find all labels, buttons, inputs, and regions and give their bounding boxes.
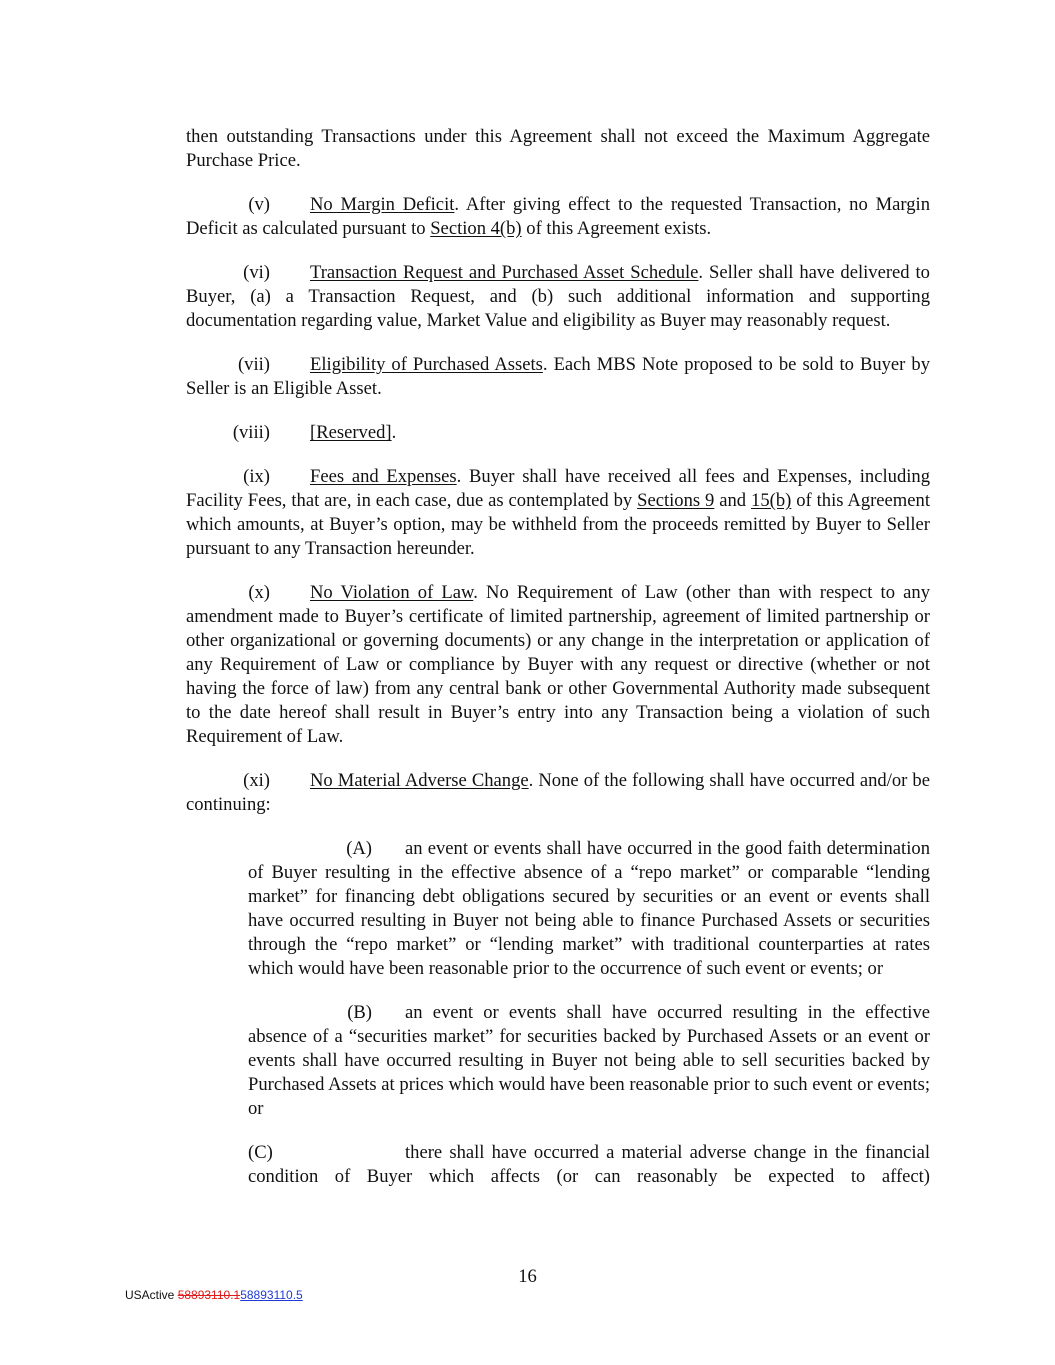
inserted-doc-id: 58893110.5 xyxy=(240,1288,303,1302)
subitem-number: (B) xyxy=(347,1002,372,1023)
item-xi: (xi) No Material Adverse Change. None of the following shall have occurred and/or be continuing: xyxy=(186,770,930,815)
item-title: No Violation of Law xyxy=(310,582,474,603)
subitem-number: (C) xyxy=(248,1142,273,1163)
item-title: Fees and Expenses xyxy=(310,466,457,487)
item-x: (x) No Violation of Law. No Requirement of Law (other than with respect to any amendment made to Buyer’s certificate of limited partnership, agreement of limited partnership or other organizational or governing documents) or any change in the interpretation or application of any Requirement of Law or compliance by Buyer with any request or directive (whether or not having the force of law) from any central bank or other Governmental Authority made subsequent to the date hereof shall result in Buyer’s entry into any Transaction being a violation of such Requirement of Law. xyxy=(186,582,930,747)
cross-reference: Section 4(b) xyxy=(430,218,522,239)
item-vi: (vi) Transaction Request and Purchased Asset Schedule. Seller shall have delivered to Buyer, (a) a Transaction Request, and (b) such additional information and supporting documentation regarding value, Market Value and eligibility as Buyer may reasonably request. xyxy=(186,262,930,331)
item-number: (ix) xyxy=(243,466,270,487)
item-number: (viii) xyxy=(232,422,270,443)
item-ix: (ix) Fees and Expenses. Buyer shall have received all fees and Expenses, including Facility Fees, that are, in each case, due as contemplated by Sections 9 and 15(b) of this Agreement which amounts, at Buyer’s option, may be withheld from the proceeds remitted by Buyer to Seller pursuant to any Transaction hereunder. xyxy=(186,466,930,559)
cross-reference: 15(b) xyxy=(751,490,792,511)
item-title: No Material Adverse Change xyxy=(310,770,529,791)
continuation-paragraph: then outstanding Transactions under this Agreement shall not exceed the Maximum Aggregate Purchase Price. xyxy=(186,126,930,171)
item-number: (x) xyxy=(248,582,270,603)
item-number: (v) xyxy=(248,194,270,215)
cross-reference: Sections 9 xyxy=(637,490,715,511)
item-title: [Reserved] xyxy=(310,422,392,443)
subitem-number: (A) xyxy=(346,838,372,859)
item-number: (vi) xyxy=(243,262,270,283)
item-title: Eligibility of Purchased Assets xyxy=(310,354,543,375)
item-title: No Margin Deficit xyxy=(310,194,455,215)
item-v: (v) No Margin Deficit. After giving effect to the requested Transaction, no Margin Deficit as calculated pursuant to Section 4(b) of this Agreement exists. xyxy=(186,194,930,239)
item-viii: (viii) [Reserved]. xyxy=(186,421,930,445)
footer-prefix: USActive xyxy=(125,1288,178,1302)
document-id-footer xyxy=(125,1288,303,1302)
subitem-B: (B) an event or events shall have occurred resulting in the effective absence of a “securities market” for securities backed by Purchased Assets or an event or events shall have occurred resulting in Buyer not being able to sell securities backed by Purchased Assets at prices which would have been reasonable prior to such event or events; or xyxy=(248,1002,930,1119)
subitem-C: (C) there shall have occurred a material adverse change in the financial condition of Buyer which affects (or can reasonably be expected to affect) xyxy=(248,1142,930,1187)
page-number: 16 xyxy=(518,1266,537,1287)
document-body xyxy=(186,125,930,1189)
deleted-doc-id: 58893110.1 xyxy=(177,1288,241,1302)
item-vii: (vii) Eligibility of Purchased Assets. Each MBS Note proposed to be sold to Buyer by Seller is an Eligible Asset. xyxy=(186,354,930,399)
item-number: (xi) xyxy=(243,770,270,791)
subitem-A: (A) an event or events shall have occurred in the good faith determination of Buyer resulting in the effective absence of a “repo market” or comparable “lending market” for financing debt obligations secured by securities or an event or events shall have occurred resulting in Buyer not being able to finance Purchased Assets or securities through the “repo market” or “lending market” with traditional counterparties at rates which would have been reasonable prior to the occurrence of such event or events; or xyxy=(248,838,930,979)
item-title: Transaction Request and Purchased Asset Schedule xyxy=(310,262,699,283)
item-number: (vii) xyxy=(237,354,270,375)
